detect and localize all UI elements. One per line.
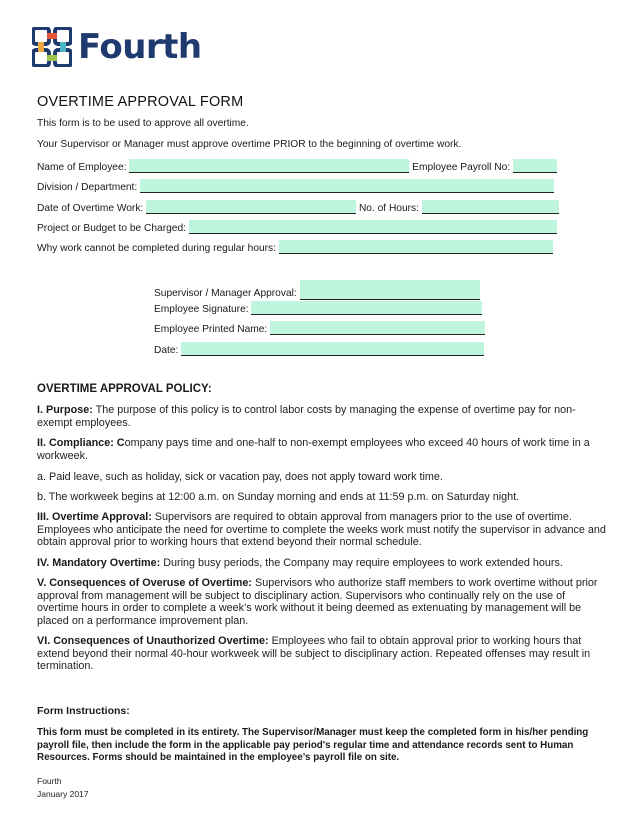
policy-heading: OVERTIME APPROVAL POLICY: xyxy=(37,383,212,395)
name-label: Name of Employee: xyxy=(37,162,127,173)
unauthorized-title: VI. Consequences of Unauthorized Overtime: xyxy=(37,635,269,647)
printed-name-field[interactable] xyxy=(270,321,485,335)
policy-item-a: a. Paid leave, such as holiday, sick or vacation pay, does not apply toward work time. xyxy=(37,471,443,483)
row-signature-date xyxy=(154,342,484,356)
fourth-logo xyxy=(32,27,202,67)
reason-label: Why work cannot be completed during regular hours: xyxy=(37,243,276,254)
row-approval xyxy=(154,280,480,300)
date-label: Date of Overtime Work: xyxy=(37,203,144,214)
signature-date-field[interactable] xyxy=(181,342,484,356)
row-division xyxy=(37,179,554,193)
mandatory-title: IV. Mandatory Overtime: xyxy=(37,557,161,569)
overuse-text: Supervisors who authorize staff members to work overtime without prior approval from management will be subject to disciplinary action. Supervisors who continually rely on the use of overtime hours in order to complete a week’s work without it being deemed as extenuating by management will be placed on a performance improvement plan. xyxy=(37,577,598,627)
row-employee-name xyxy=(37,159,557,173)
division-label: Division / Department: xyxy=(37,182,138,193)
instructions-text: This form must be completed in its entirety. The Supervisor/Manager must keep the completed form in his/her pending payroll file, then include the form in the applicable pay period's regular time and attendance records sent to Human Resources. Forms should be maintained in the employee’s payroll file on site. xyxy=(37,727,589,763)
purpose-title: I. Purpose: xyxy=(37,404,93,416)
approval-label: Supervisor / Manager Approval: xyxy=(154,288,297,299)
fourth-logo-icon xyxy=(32,27,72,67)
intro-line-1: This form is to be used to approve all overtime. xyxy=(37,118,249,129)
overuse-title: V. Consequences of Overuse of Overtime: xyxy=(37,577,253,589)
compliance-text: ompany pays time and one-half to non-exempt employees who exceed 40 hours of work time in a workweek. xyxy=(37,437,590,462)
row-date-hours xyxy=(37,200,559,214)
project-label: Project or Budget to be Charged: xyxy=(37,223,186,234)
policy-item-b: b. The workweek begins at 12:00 a.m. on Sunday morning and ends at 11:59 p.m. on Saturday night. xyxy=(37,491,520,503)
reason-field[interactable] xyxy=(279,240,553,254)
approval-title: III. Overtime Approval: xyxy=(37,511,152,523)
policy-approval xyxy=(37,511,607,549)
policy-unauthorized xyxy=(37,635,607,673)
logo-wordmark: Fourth xyxy=(78,27,202,67)
division-field[interactable] xyxy=(140,179,554,193)
row-printed-name xyxy=(154,321,485,335)
hours-field[interactable] xyxy=(422,200,559,214)
approval-field[interactable] xyxy=(300,280,480,300)
payroll-number-field[interactable] xyxy=(513,159,557,173)
approval-text: Supervisors are required to obtain approval from managers prior to the use of overtime. Employees who anticipate the need for overtime to complete the weeks work must notify the supervisor in advance and obtain approval prior to working hours that extend beyond their normal schedule. xyxy=(37,511,606,548)
footer-date: January 2017 xyxy=(37,789,89,799)
purpose-text: The purpose of this policy is to control labor costs by managing the expense of overtime pay for non-exempt employees. xyxy=(37,404,576,429)
row-signature xyxy=(154,301,482,315)
policy-purpose xyxy=(37,404,607,429)
footer-company: Fourth xyxy=(37,776,62,786)
overtime-date-field[interactable] xyxy=(146,200,356,214)
mandatory-text: During busy periods, the Company may require employees to work extended hours. xyxy=(160,557,563,569)
intro-line-2: Your Supervisor or Manager must approve overtime PRIOR to the beginning of overtime work. xyxy=(37,139,462,150)
unauthorized-text: Employees who fail to obtain approval prior to working hours that extend beyond their normal 40-hour workweek will be subject to disciplinary action. Repeated offenses may result in termination. xyxy=(37,635,591,672)
payroll-label: Employee Payroll No: xyxy=(412,162,511,173)
printed-name-label: Employee Printed Name: xyxy=(154,324,268,335)
row-project xyxy=(37,220,557,234)
policy-mandatory xyxy=(37,557,607,570)
compliance-title: II. Compliance: C xyxy=(37,437,125,449)
row-reason xyxy=(37,240,553,254)
policy-compliance xyxy=(37,437,607,462)
employee-name-field[interactable] xyxy=(129,159,409,173)
instructions-heading: Form Instructions: xyxy=(37,705,130,717)
signature-field[interactable] xyxy=(251,301,482,315)
hours-label: No. of Hours: xyxy=(358,203,419,214)
project-field[interactable] xyxy=(189,220,557,234)
form-title: OVERTIME APPROVAL FORM xyxy=(37,94,244,110)
signature-date-label: Date: xyxy=(154,345,179,356)
policy-overuse xyxy=(37,577,607,627)
signature-label: Employee Signature: xyxy=(154,304,249,315)
